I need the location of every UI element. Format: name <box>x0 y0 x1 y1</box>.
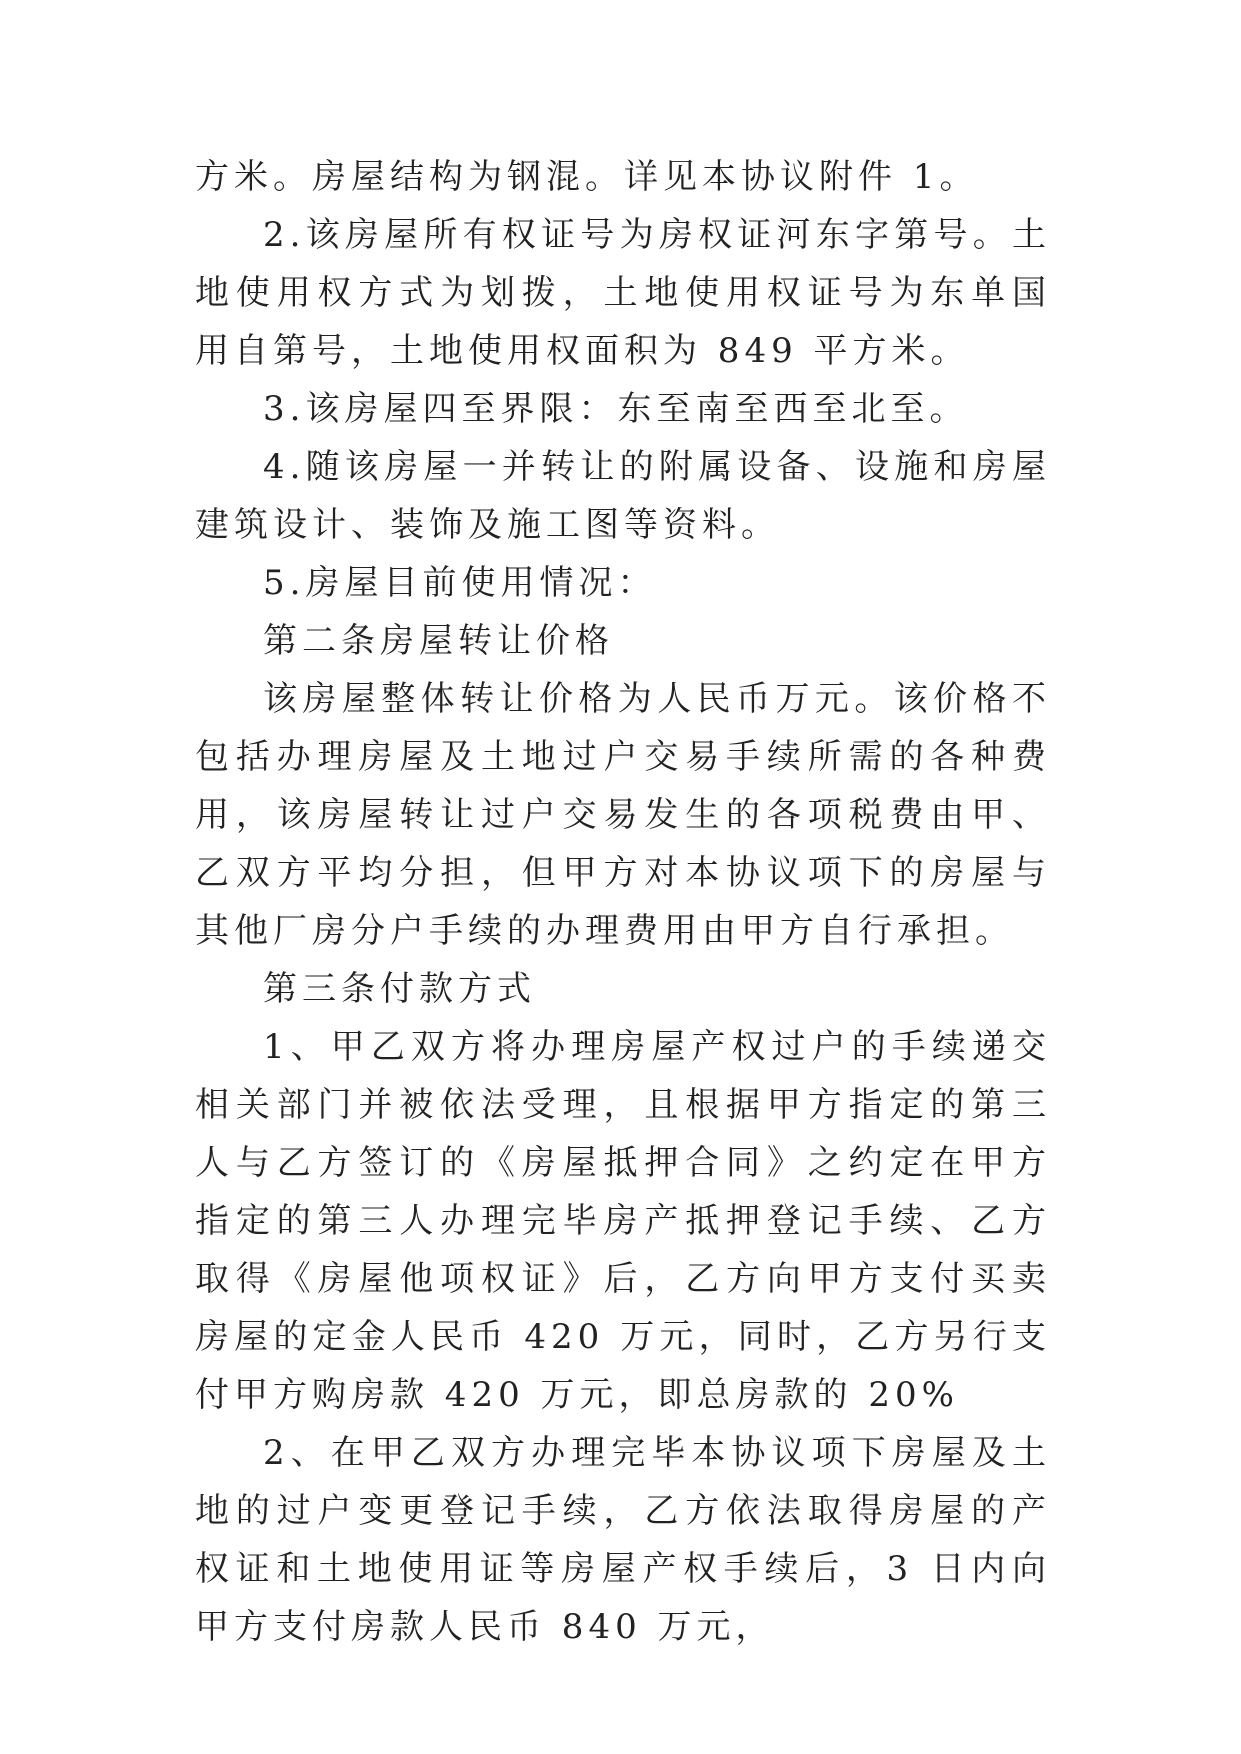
paragraph-item-3: 3.该房屋四至界限：东至南至西至北至。 <box>263 389 969 429</box>
document-body <box>195 148 1051 1656</box>
paragraph-item-2: 2.该房屋所有权证号为房权证河东字第号。土地使用权方式为划拨，土地使用权证号为东单国用自第号，土地使用权面积为 849 平方米。 <box>195 215 1051 371</box>
section-heading-article-3: 第三条付款方式 <box>263 969 536 1009</box>
section-heading-article-2: 第二条房屋转让价格 <box>263 621 614 661</box>
paragraph-item-5: 5.房屋目前使用情况： <box>263 563 657 603</box>
paragraph-payment-1: 1、甲乙双方将办理房屋产权过户的手续递交相关部门并被依法受理，且根据甲方指定的第三人与乙方签订的《房屋抵押合同》之约定在甲方指定的第三人办理完毕房产抵押登记手续、乙方取得《房屋他项权证》后，乙方向甲方支付买卖房屋的定金人民币 420 万元，同时，乙方另行支付甲方购房款 420 万元，即总房款的 20% <box>195 1027 1051 1415</box>
paragraph-continuation: 方米。房屋结构为钢混。详见本协议附件 1。 <box>195 157 979 197</box>
paragraph-item-4: 4.随该房屋一并转让的附属设备、设施和房屋建筑设计、装饰及施工图等资料。 <box>195 447 1051 545</box>
paragraph-payment-2: 2、在甲乙双方办理完毕本协议项下房屋及土地的过户变更登记手续，乙方依法取得房屋的产权证和土地使用证等房屋产权手续后，3 日内向甲方支付房款人民币 840 万元， <box>195 1433 1051 1647</box>
paragraph-transfer-price: 该房屋整体转让价格为人民币万元。该价格不包括办理房屋及土地过户交易手续所需的各种费用，该房屋转让过户交易发生的各项税费由甲、乙双方平均分担，但甲方对本协议项下的房屋与其他厂房分户手续的办理费用由甲方自行承担。 <box>195 679 1051 951</box>
